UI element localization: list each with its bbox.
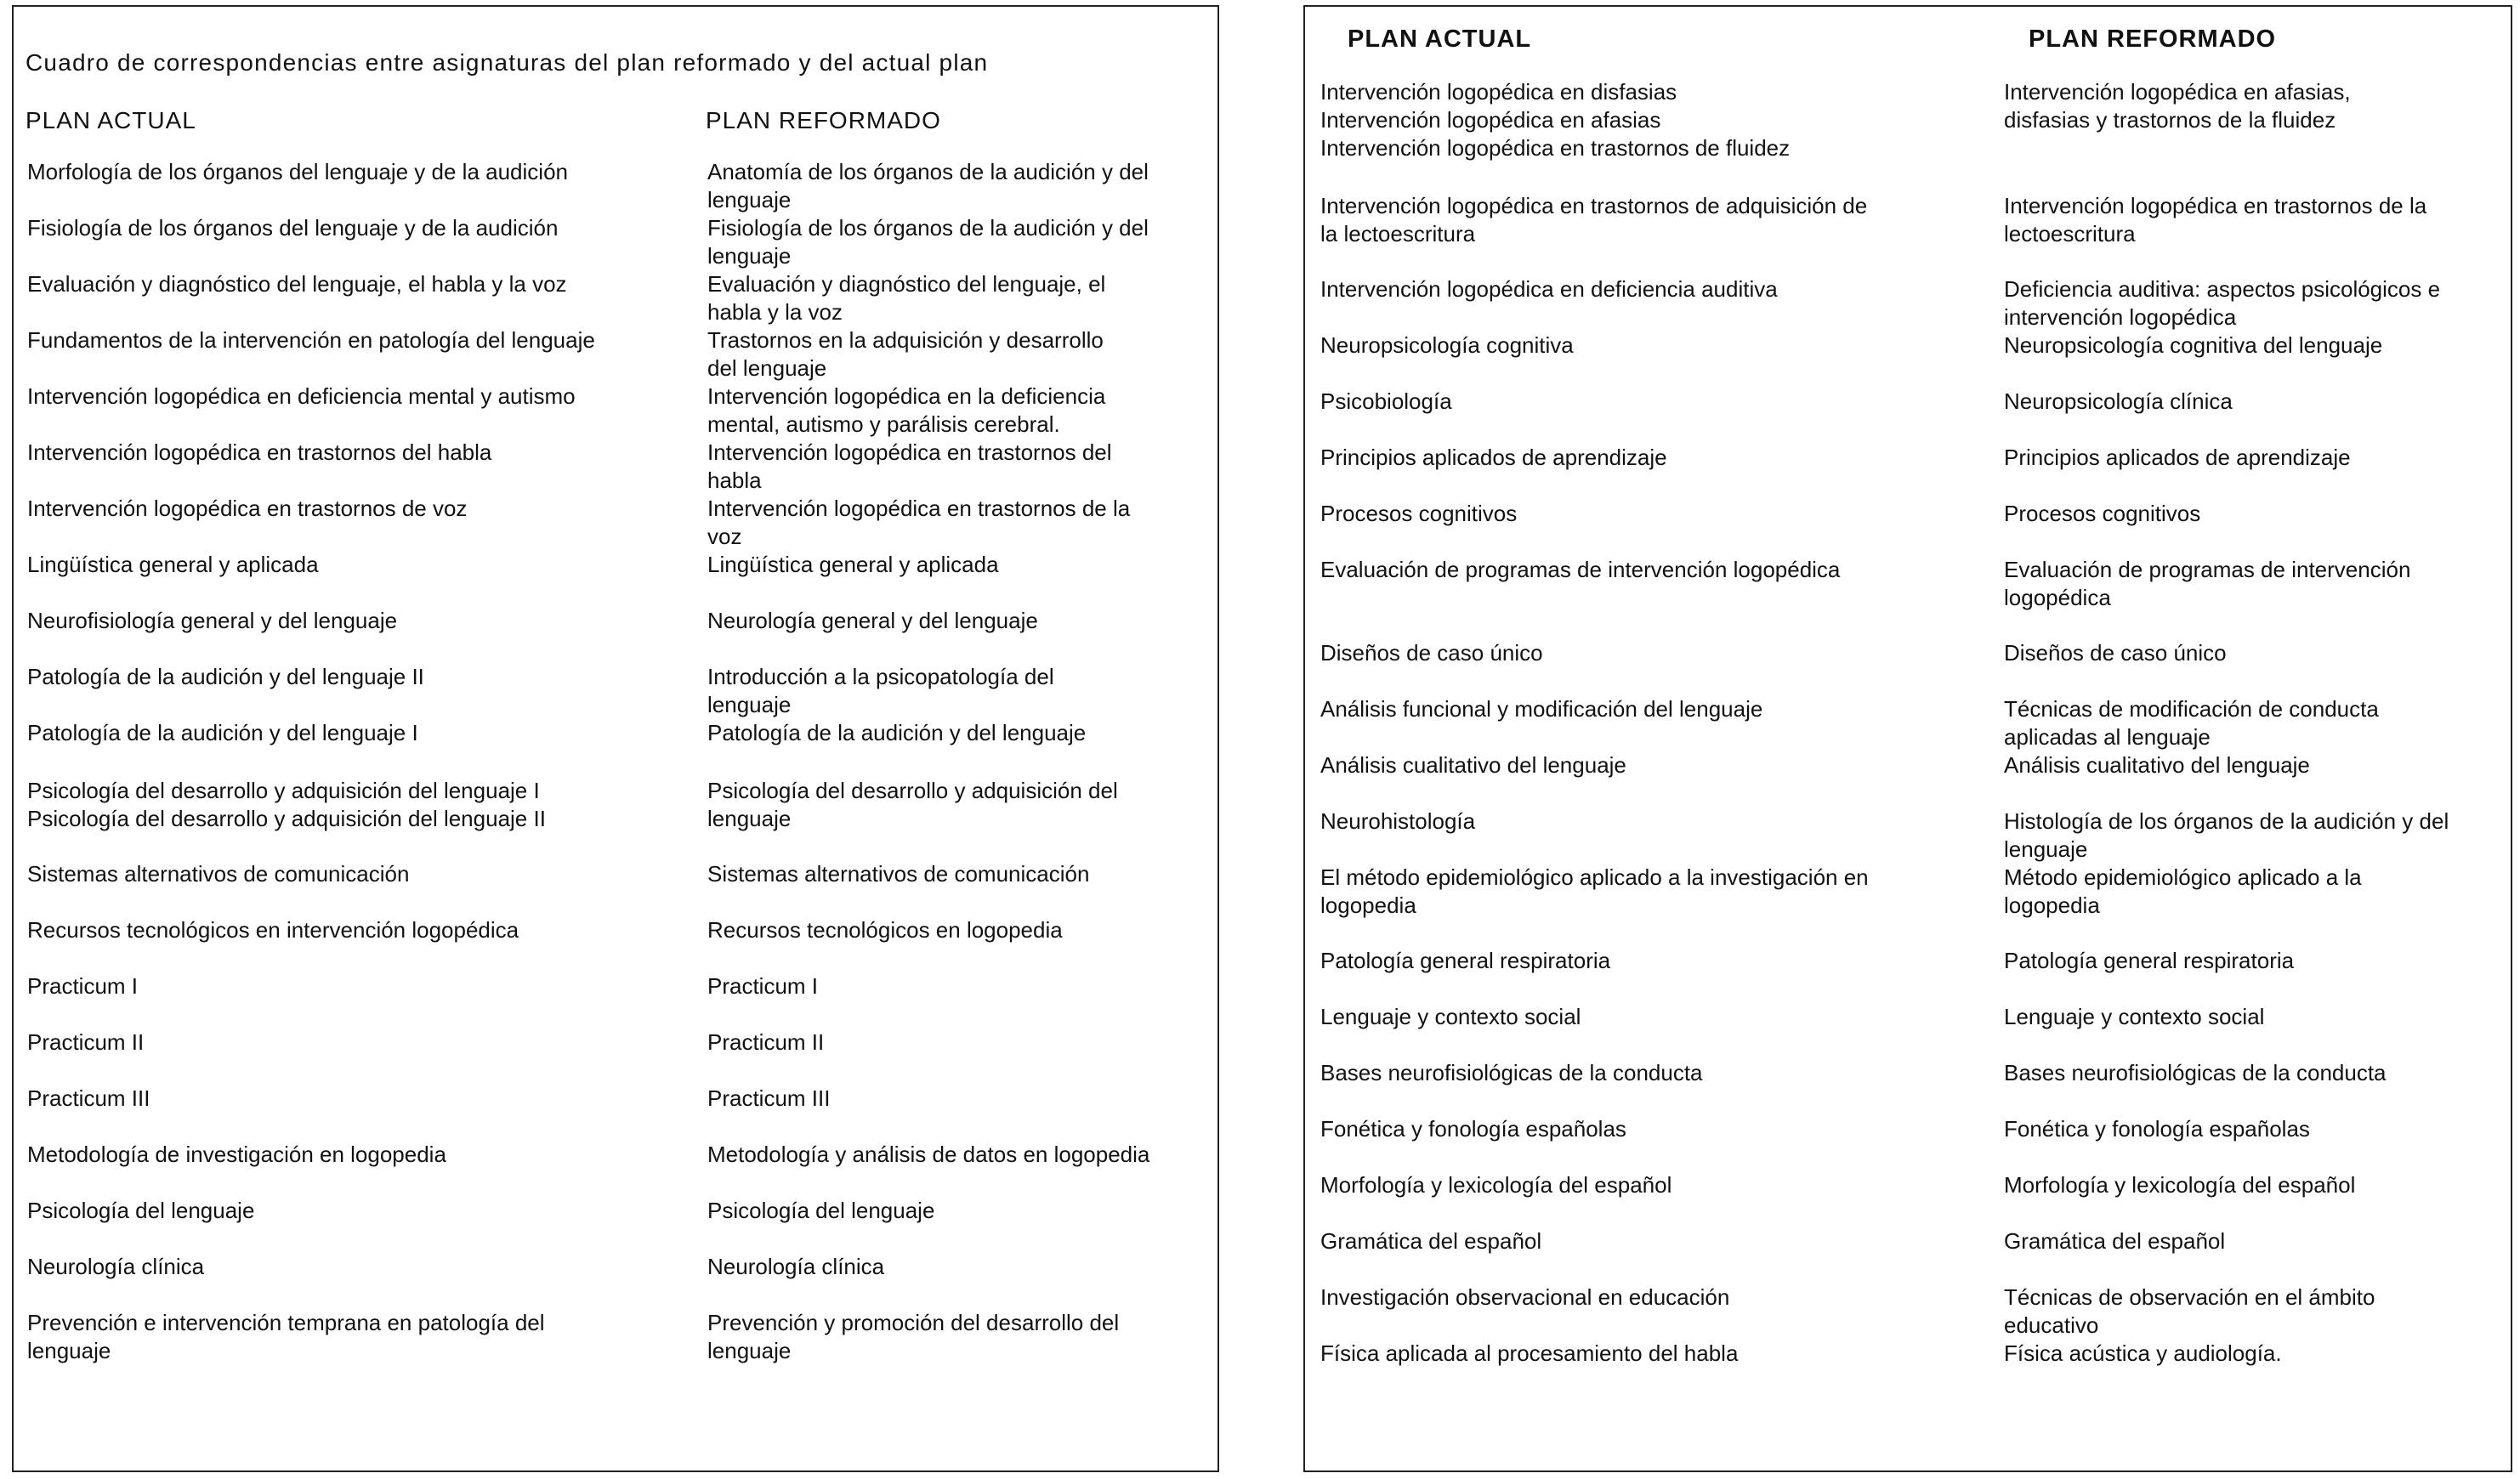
subject-line: Análisis funcional y modificación del lenguaje (1320, 696, 1763, 722)
subject-line: Fisiología de los órganos de la audición y del (707, 215, 1149, 241)
subject-line: Deficiencia auditiva: aspectos psicológicos e (2004, 276, 2441, 302)
subject-line: Prevención e intervención temprana en patología del (27, 1310, 545, 1335)
subject-line: Practicum III (27, 1085, 150, 1111)
plan-reformado-subject (707, 777, 1217, 833)
plan-reformado-subject (707, 663, 1217, 719)
plan-actual-subject (27, 1085, 673, 1113)
plan-actual-subject (1320, 500, 1967, 528)
subject-line: Técnicas de observación en el ámbito (2004, 1284, 2375, 1310)
plan-reformado-subject (2004, 275, 2507, 332)
subject-line: logopédica (2004, 585, 2111, 610)
subject-line: Fundamentos de la intervención en patología del lenguaje (27, 327, 595, 353)
plan-actual-subject (1320, 1284, 1967, 1312)
plan-actual-header: PLAN ACTUAL (26, 107, 196, 133)
subject-line: Histología de los órganos de la audición y del (2004, 808, 2449, 834)
plan-actual-subject (1320, 192, 1967, 248)
plan-actual-subject (1320, 78, 1967, 162)
plan-reformado-subject (707, 1197, 1217, 1225)
subject-line: Practicum I (27, 973, 139, 999)
subject-line: Intervención logopédica en trastornos de adquisición de (1320, 193, 1868, 218)
subject-line: Patología general respiratoria (2004, 948, 2295, 973)
subject-line: lenguaje (707, 243, 792, 269)
subject-line: lenguaje (707, 1338, 792, 1363)
subject-line: Neurofisiología general y del lenguaje (27, 608, 398, 633)
plan-actual-subject (27, 439, 673, 467)
subject-line: lenguaje (27, 1338, 111, 1363)
subject-line: Intervención logopédica en trastornos de fluidez (1320, 135, 1791, 161)
plan-reformado-subject (2004, 808, 2507, 864)
subject-line: Intervención logopédica en trastornos del (707, 439, 1112, 465)
plan-actual-subject (27, 972, 673, 1000)
subject-line: Técnicas de modificación de conducta (2004, 696, 2379, 722)
subject-line: Lingüística general y aplicada (707, 552, 999, 577)
subject-line: Lingüística general y aplicada (27, 552, 319, 577)
subject-line: Practicum III (707, 1085, 831, 1111)
plan-reformado-subject (707, 270, 1217, 326)
plan-reformado-subject (707, 972, 1217, 1000)
subject-line: Metodología y análisis de datos en logopedia (707, 1142, 1150, 1167)
left-correspondence-panel (12, 5, 1219, 1472)
subject-line: Bases neurofisiológicas de la conducta (1320, 1060, 1703, 1085)
plan-reformado-subject (707, 1028, 1217, 1057)
plan-reformado-subject (2004, 1284, 2507, 1340)
subject-line: Recursos tecnológicos en logopedia (707, 917, 1063, 943)
subject-line: Intervención logopédica en afasias (1320, 107, 1661, 133)
plan-actual-subject (1320, 695, 1967, 723)
plan-actual-subject (1320, 388, 1967, 416)
subject-line: Psicología del lenguaje (707, 1198, 935, 1223)
subject-line: del lenguaje (707, 355, 827, 381)
subject-line: Intervención logopédica en la deficiencia (707, 383, 1106, 409)
plan-actual-subject (27, 270, 673, 298)
subject-line: Intervención logopédica en deficiencia auditiva (1320, 276, 1778, 302)
subject-line: Análisis cualitativo del lenguaje (2004, 752, 2310, 778)
subject-line: Practicum II (707, 1029, 825, 1055)
plan-actual-subject (1320, 751, 1967, 779)
plan-reformado-subject (2004, 1115, 2507, 1143)
plan-actual-subject (27, 214, 673, 242)
subject-line: Psicología del lenguaje (27, 1198, 255, 1223)
plan-actual-subject (27, 916, 673, 944)
subject-line: Evaluación y diagnóstico del lenguaje, el habla y la voz (27, 271, 567, 297)
plan-actual-subject (27, 663, 673, 691)
plan-actual-subject (1320, 947, 1967, 975)
subject-line: Sistemas alternativos de comunicación (707, 861, 1090, 887)
subject-line: habla (707, 468, 762, 493)
subject-line: intervención logopédica (2004, 304, 2237, 330)
plan-reformado-subject (707, 551, 1217, 579)
plan-reformado-subject (707, 495, 1217, 551)
subject-line: Intervención logopédica en trastornos de la (2004, 193, 2427, 218)
subject-line: Practicum II (27, 1029, 145, 1055)
subject-line: Neurología clínica (27, 1254, 205, 1279)
subject-line: Diseños de caso único (2004, 640, 2227, 666)
plan-actual-subject (1320, 332, 1967, 360)
subject-line: Fisiología de los órganos del lenguaje y de la audición (27, 215, 559, 241)
subject-line: mental, autismo y parálisis cerebral. (707, 411, 1060, 437)
plan-actual-subject (27, 860, 673, 888)
subject-line: Intervención logopédica en disfasias (1320, 79, 1677, 105)
subject-line: Gramática del español (2004, 1228, 2226, 1254)
subject-line: Neurohistología (1320, 808, 1476, 834)
right-correspondence-panel (1303, 5, 2512, 1472)
plan-reformado-subject (2004, 1227, 2507, 1255)
subject-line: Trastornos en la adquisición y desarrollo (707, 327, 1104, 353)
subject-line: Anatomía de los órganos de la audición y del (707, 159, 1149, 184)
subject-line: Intervención logopédica en deficiencia mental y autismo (27, 383, 576, 409)
subject-line: lenguaje (2004, 836, 2088, 862)
plan-actual-subject (1320, 1171, 1967, 1199)
plan-actual-subject (1320, 1059, 1967, 1087)
plan-reformado-subject (707, 607, 1217, 635)
plan-actual-subject (27, 382, 673, 411)
plan-reformado-subject (707, 326, 1217, 382)
subject-line: Psicobiología (1320, 388, 1452, 414)
plan-reformado-subject (707, 1309, 1217, 1365)
plan-actual-subject (1320, 444, 1967, 472)
subject-line: Lenguaje y contexto social (2004, 1004, 2265, 1029)
subject-line: Neurología general y del lenguaje (707, 608, 1038, 633)
plan-actual-subject (1320, 556, 1967, 584)
plan-actual-subject (1320, 275, 1967, 303)
subject-line: Intervención logopédica en trastornos del habla (27, 439, 492, 465)
subject-line: disfasias y trastornos de la fluidez (2004, 107, 2336, 133)
plan-reformado-subject (2004, 639, 2507, 667)
subject-line: Evaluación de programas de intervención logopédica (1320, 557, 1841, 582)
subject-line: Neuropsicología clínica (2004, 388, 2233, 414)
subject-line: Intervención logopédica en trastornos de la (707, 496, 1131, 521)
plan-reformado-subject (2004, 1171, 2507, 1199)
subject-line: Morfología de los órganos del lenguaje y de la audición (27, 159, 568, 184)
plan-actual-subject (1320, 1340, 1967, 1368)
subject-line: Análisis cualitativo del lenguaje (1320, 752, 1626, 778)
subject-line: Intervención logopédica en trastornos de voz (27, 496, 468, 521)
plan-reformado-subject (2004, 192, 2507, 248)
plan-reformado-subject (2004, 947, 2507, 975)
subject-line: lectoescritura (2004, 221, 2136, 246)
subject-line: Método epidemiológico aplicado a la (2004, 864, 2362, 890)
plan-actual-subject (1320, 808, 1967, 836)
subject-line: Física aplicada al procesamiento del habla (1320, 1340, 1739, 1366)
plan-reformado-subject (2004, 556, 2507, 612)
plan-reformado-subject (2004, 500, 2507, 528)
subject-line: lenguaje (707, 692, 792, 717)
subject-line: habla y la voz (707, 299, 843, 325)
plan-actual-subject (27, 551, 673, 579)
plan-actual-subject (27, 607, 673, 635)
plan-actual-subject (1320, 1003, 1967, 1031)
plan-actual-subject (1320, 1115, 1967, 1143)
subject-line: Procesos cognitivos (2004, 501, 2201, 526)
plan-reformado-subject (2004, 1003, 2507, 1031)
plan-reformado-subject (707, 1085, 1217, 1113)
subject-line: logopedia (2004, 892, 2100, 918)
subject-line: Lenguaje y contexto social (1320, 1004, 1581, 1029)
subject-line: Patología de la audición y del lenguaje I (27, 720, 418, 745)
subject-line: lenguaje (707, 187, 792, 212)
plan-reformado-subject (707, 1253, 1217, 1281)
subject-line: Psicología del desarrollo y adquisición del lenguaje II (27, 806, 546, 831)
table-title: Cuadro de correspondencias entre asignaturas del plan reformado y del actual plan (26, 49, 989, 76)
plan-actual-subject (27, 326, 673, 354)
plan-reformado-subject (2004, 1059, 2507, 1087)
subject-line: Física acústica y audiología. (2004, 1340, 2282, 1366)
subject-line: Psicología del desarrollo y adquisición del (707, 778, 1118, 803)
plan-actual-subject (1320, 1227, 1967, 1255)
subject-line: aplicadas al lenguaje (2004, 724, 2211, 750)
subject-line: Introducción a la psicopatología del (707, 664, 1054, 689)
plan-actual-subject (1320, 639, 1967, 667)
subject-line: Gramática del español (1320, 1228, 1542, 1254)
plan-actual-subject (27, 495, 673, 523)
subject-line: Psicología del desarrollo y adquisición del lenguaje I (27, 778, 540, 803)
subject-line: El método epidemiológico aplicado a la investigación en (1320, 864, 1869, 890)
subject-line: Neuropsicología cognitiva del lenguaje (2004, 332, 2383, 358)
plan-actual-subject (27, 1309, 673, 1365)
plan-reformado-header: PLAN REFORMADO (706, 107, 941, 133)
subject-line: Diseños de caso único (1320, 640, 1543, 666)
subject-line: Neuropsicología cognitiva (1320, 332, 1574, 358)
plan-reformado-subject (707, 916, 1217, 944)
subject-line: Patología general respiratoria (1320, 948, 1611, 973)
subject-line: Intervención logopédica en afasias, (2004, 79, 2351, 105)
subject-line: voz (707, 524, 742, 549)
plan-reformado-subject (2004, 695, 2507, 751)
subject-line: Evaluación y diagnóstico del lenguaje, el (707, 271, 1106, 297)
subject-line: Recursos tecnológicos en intervención logopédica (27, 917, 519, 943)
plan-reformado-subject (2004, 751, 2507, 779)
plan-reformado-subject (707, 1141, 1217, 1169)
plan-reformado-subject (2004, 332, 2507, 360)
subject-line: Procesos cognitivos (1320, 501, 1518, 526)
plan-reformado-subject (707, 214, 1217, 270)
subject-line: Prevención y promoción del desarrollo del (707, 1310, 1120, 1335)
plan-reformado-header: PLAN REFORMADO (2029, 26, 2277, 53)
plan-reformado-subject (2004, 388, 2507, 416)
plan-reformado-subject (2004, 444, 2507, 472)
subject-line: logopedia (1320, 892, 1416, 918)
plan-actual-subject (1320, 864, 1967, 920)
subject-line: Metodología de investigación en logopedia (27, 1142, 446, 1167)
subject-line: Fonética y fonología españolas (2004, 1116, 2310, 1142)
plan-reformado-subject (2004, 864, 2507, 920)
plan-actual-subject (27, 1253, 673, 1281)
subject-line: Neurología clínica (707, 1254, 885, 1279)
plan-actual-subject (27, 158, 673, 186)
plan-actual-header: PLAN ACTUAL (1348, 26, 1532, 53)
plan-reformado-subject (2004, 78, 2507, 134)
plan-reformado-subject (2004, 1340, 2507, 1368)
plan-actual-subject (27, 1141, 673, 1169)
subject-line: educativo (2004, 1312, 2099, 1338)
plan-reformado-subject (707, 382, 1217, 439)
plan-reformado-subject (707, 719, 1217, 747)
subject-line: lenguaje (707, 806, 792, 831)
subject-line: Bases neurofisiológicas de la conducta (2004, 1060, 2387, 1085)
subject-line: Sistemas alternativos de comunicación (27, 861, 410, 887)
plan-actual-subject (27, 1028, 673, 1057)
subject-line: Patología de la audición y del lenguaje II (27, 664, 424, 689)
plan-actual-subject (27, 719, 673, 747)
subject-line: Principios aplicados de aprendizaje (2004, 445, 2351, 470)
plan-actual-subject (27, 777, 673, 833)
plan-reformado-subject (707, 158, 1217, 214)
subject-line: Patología de la audición y del lenguaje (707, 720, 1087, 745)
subject-line: Morfología y lexicología del español (2004, 1172, 2356, 1198)
subject-line: Investigación observacional en educación (1320, 1284, 1730, 1310)
subject-line: Practicum I (707, 973, 819, 999)
subject-line: Fonética y fonología españolas (1320, 1116, 1626, 1142)
subject-line: la lectoescritura (1320, 221, 1476, 246)
plan-reformado-subject (707, 439, 1217, 495)
plan-actual-subject (27, 1197, 673, 1225)
subject-line: Morfología y lexicología del español (1320, 1172, 1672, 1198)
subject-line: Principios aplicados de aprendizaje (1320, 445, 1667, 470)
plan-reformado-subject (707, 860, 1217, 888)
subject-line: Evaluación de programas de intervención (2004, 557, 2411, 582)
